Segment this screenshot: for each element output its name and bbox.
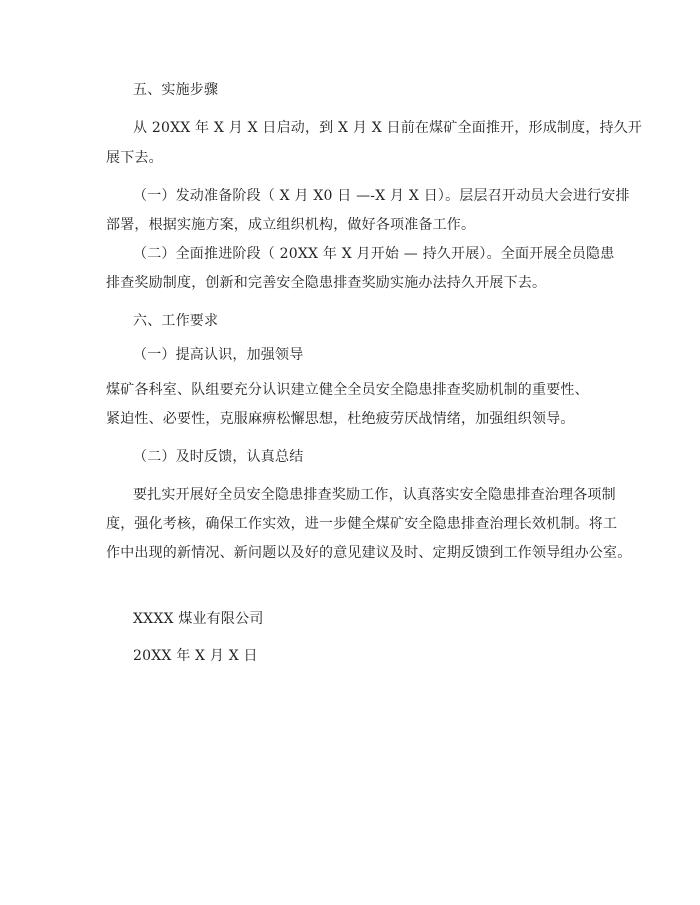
- paragraph-line: （二）全面推进阶段（ 20XX 年 X 月开始 — 持久开展）。全面开展全员隐患: [133, 246, 615, 262]
- paragraph-line: 度，强化考核，确保工作实效，进一步健全煤矿安全隐患排查治理长效机制。将工: [106, 516, 618, 532]
- paragraph-line: 作中出现的新情况、新问题以及好的意见建议及时、定期反馈到工作领导组办公室。: [106, 545, 632, 561]
- paragraph-line: 从 20XX 年 X 月 X 日启动，到 X 月 X 日前在煤矿全面推开，形成制度，持久开: [133, 120, 643, 136]
- subsection-heading: （二）及时反馈，认真总结: [133, 449, 304, 465]
- paragraph-line: 展下去。: [106, 150, 163, 166]
- paragraph-line: 排查奖励制度，创新和完善安全隐患排查奖励实施办法持久开展下去。: [106, 275, 547, 291]
- company-name: XXXX 煤业有限公司: [133, 611, 264, 627]
- paragraph-line: 部署，根据实施方案，成立组织机构，做好各项准备工作。: [106, 217, 476, 233]
- subsection-heading: （一）提高认识，加强领导: [133, 347, 304, 363]
- section-6-heading: 六、工作要求: [133, 313, 219, 329]
- document-date: 20XX 年 X 月 X 日: [133, 648, 258, 664]
- paragraph-line: 紧迫性、必要性，克服麻痹松懈思想，杜绝疲劳厌战情绪，加强组织领导。: [106, 411, 575, 427]
- paragraph-line: 煤矿各科室、队组要充分认识建立健全全员安全隐患排查奖励机制的重要性、: [106, 382, 589, 398]
- paragraph-line: 要扎实开展好全员安全隐患排查奖励工作，认真落实安全隐患排查治理各项制: [133, 487, 616, 503]
- paragraph-line: （一）发动准备阶段（ X 月 X0 日 —-X 月 X 日）。层层召开动员大会进行安排: [133, 188, 630, 204]
- section-5-heading: 五、实施步骤: [133, 82, 219, 98]
